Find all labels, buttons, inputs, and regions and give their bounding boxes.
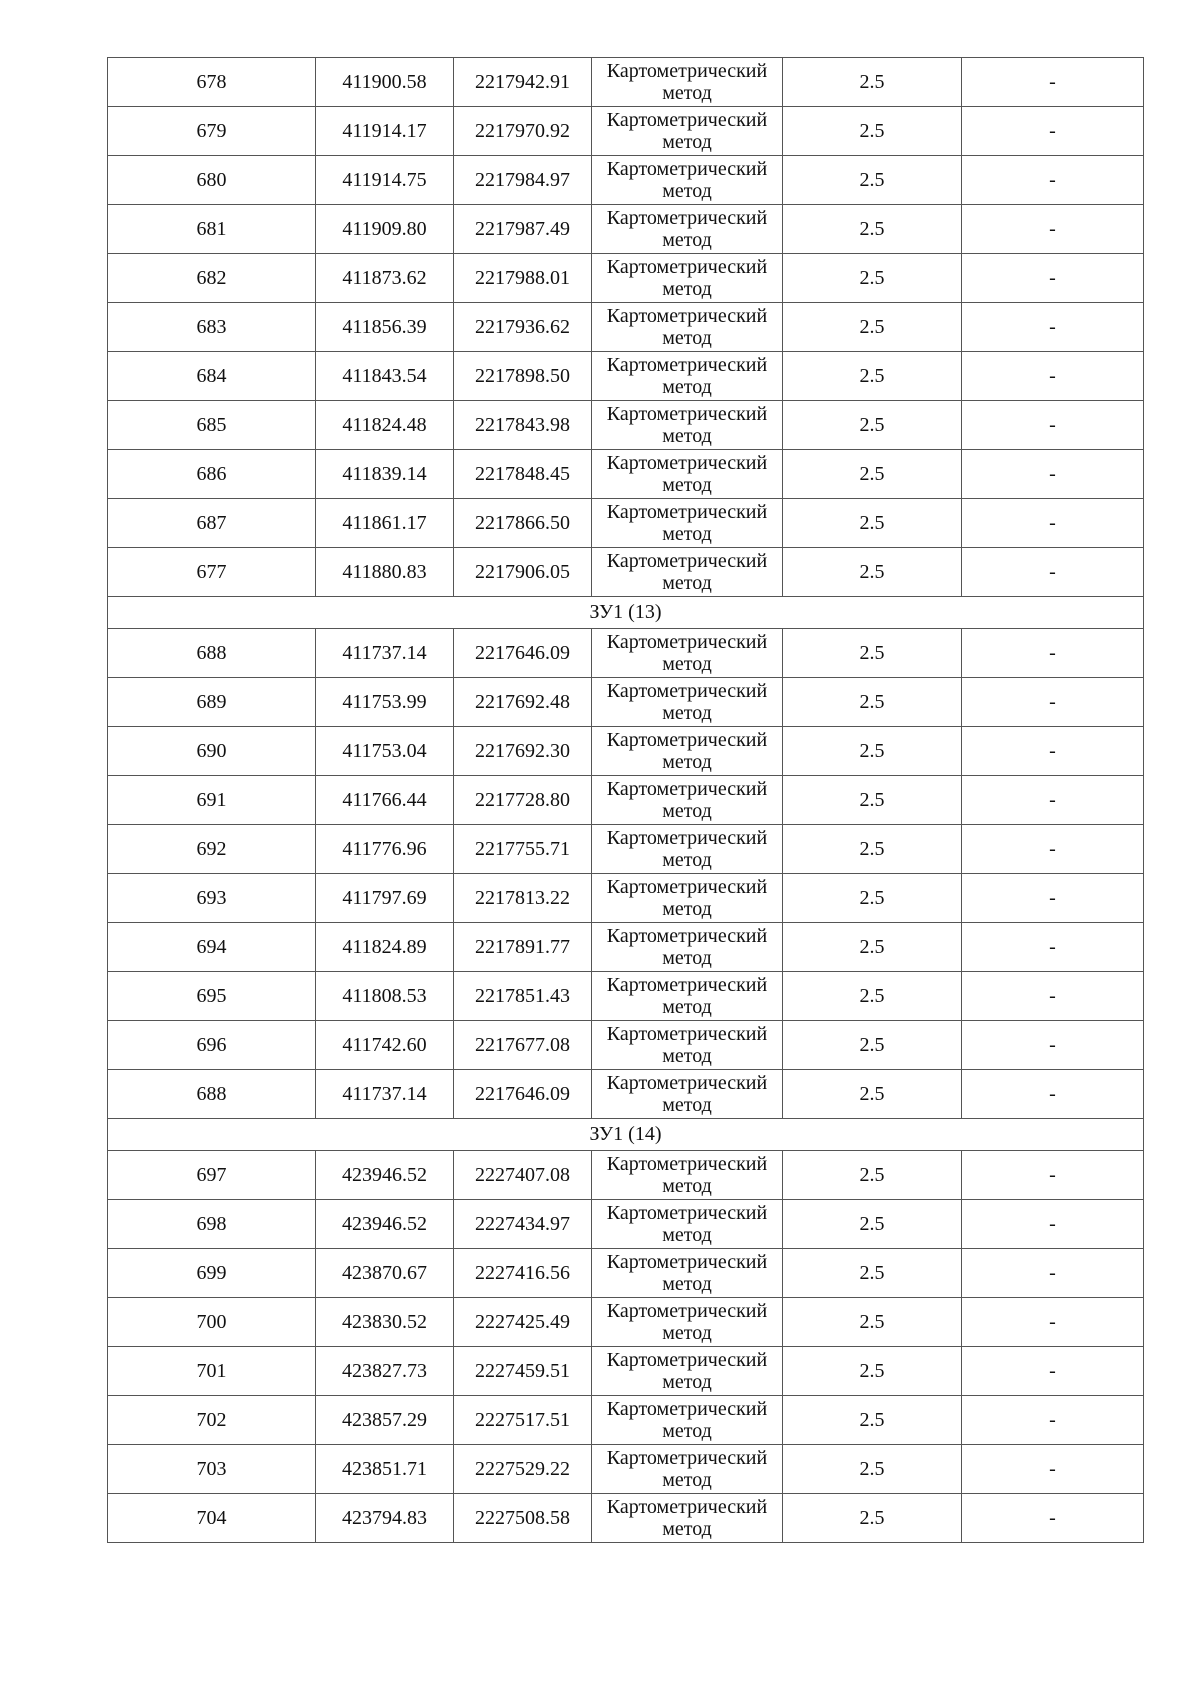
method-cell (592, 1347, 783, 1396)
table-row (108, 1249, 1144, 1298)
point-number: 685 (108, 401, 316, 450)
method-line-2: метод (662, 1371, 712, 1393)
coord-x: 411824.48 (316, 401, 454, 450)
coord-y: 2217891.77 (454, 923, 592, 972)
point-number: 684 (108, 352, 316, 401)
table-row (108, 352, 1144, 401)
coord-y: 2217987.49 (454, 205, 592, 254)
accuracy-value: 2.5 (783, 1396, 962, 1445)
method-line-1: Картометрический (606, 501, 768, 523)
coord-x: 411900.58 (316, 58, 454, 107)
point-number: 699 (108, 1249, 316, 1298)
coord-y: 2217728.80 (454, 776, 592, 825)
point-number: 698 (108, 1200, 316, 1249)
coord-x: 423870.67 (316, 1249, 454, 1298)
coord-y: 2227508.58 (454, 1494, 592, 1543)
method-cell (592, 58, 783, 107)
accuracy-value: 2.5 (783, 1200, 962, 1249)
method-line-2: метод (662, 523, 712, 545)
table-row (108, 1070, 1144, 1119)
note-value: - (962, 499, 1144, 548)
method-line-2: метод (662, 327, 712, 349)
method-line-2: метод (662, 1469, 712, 1491)
point-number: 700 (108, 1298, 316, 1347)
note-value: - (962, 548, 1144, 597)
method-line-1: Картометрический (606, 827, 768, 849)
accuracy-value: 2.5 (783, 352, 962, 401)
coord-y: 2217646.09 (454, 629, 592, 678)
table-row (108, 107, 1144, 156)
note-value: - (962, 58, 1144, 107)
table-row (108, 727, 1144, 776)
coord-x: 411856.39 (316, 303, 454, 352)
coord-x: 423851.71 (316, 1445, 454, 1494)
coordinates-table-body (108, 58, 1144, 1543)
method-line-1: Картометрический (606, 925, 768, 947)
section-header-row (108, 1119, 1144, 1151)
coord-x: 411914.75 (316, 156, 454, 205)
coord-x: 411797.69 (316, 874, 454, 923)
coord-x: 423946.52 (316, 1200, 454, 1249)
note-value: - (962, 825, 1144, 874)
coordinates-table (107, 57, 1144, 1543)
method-line-1: Картометрический (606, 1496, 768, 1518)
method-line-1: Картометрический (606, 974, 768, 996)
point-number: 703 (108, 1445, 316, 1494)
table-row (108, 156, 1144, 205)
accuracy-value: 2.5 (783, 678, 962, 727)
note-value: - (962, 923, 1144, 972)
method-line-1: Картометрический (606, 1023, 768, 1045)
method-line-2: метод (662, 898, 712, 920)
method-cell (592, 776, 783, 825)
method-line-2: метод (662, 474, 712, 496)
table-row (108, 1200, 1144, 1249)
method-line-2: метод (662, 849, 712, 871)
point-number: 686 (108, 450, 316, 499)
method-line-2: метод (662, 1322, 712, 1344)
note-value: - (962, 352, 1144, 401)
point-number: 681 (108, 205, 316, 254)
note-value: - (962, 205, 1144, 254)
method-cell (592, 1200, 783, 1249)
point-number: 679 (108, 107, 316, 156)
table-row (108, 1396, 1144, 1445)
method-cell (592, 1298, 783, 1347)
note-value: - (962, 1249, 1144, 1298)
section-label: ЗУ1 (14) (108, 1119, 1144, 1151)
table-row (108, 972, 1144, 1021)
table-row (108, 303, 1144, 352)
table-row (108, 678, 1144, 727)
coord-x: 411776.96 (316, 825, 454, 874)
coord-y: 2217843.98 (454, 401, 592, 450)
table-row (108, 1298, 1144, 1347)
table-row (108, 1445, 1144, 1494)
method-line-2: метод (662, 1518, 712, 1540)
section-header-row (108, 597, 1144, 629)
method-line-2: метод (662, 1045, 712, 1067)
note-value: - (962, 776, 1144, 825)
point-number: 682 (108, 254, 316, 303)
coord-x: 411808.53 (316, 972, 454, 1021)
method-cell (592, 727, 783, 776)
method-line-2: метод (662, 702, 712, 724)
point-number: 697 (108, 1151, 316, 1200)
coord-y: 2227459.51 (454, 1347, 592, 1396)
coord-y: 2227407.08 (454, 1151, 592, 1200)
table-row (108, 874, 1144, 923)
accuracy-value: 2.5 (783, 1445, 962, 1494)
coord-x: 423794.83 (316, 1494, 454, 1543)
accuracy-value: 2.5 (783, 303, 962, 352)
note-value: - (962, 727, 1144, 776)
coord-y: 2227517.51 (454, 1396, 592, 1445)
coord-x: 411909.80 (316, 205, 454, 254)
method-line-1: Картометрический (606, 354, 768, 376)
coord-x: 411737.14 (316, 1070, 454, 1119)
accuracy-value: 2.5 (783, 727, 962, 776)
coord-y: 2217984.97 (454, 156, 592, 205)
accuracy-value: 2.5 (783, 58, 962, 107)
table-row (108, 58, 1144, 107)
coord-x: 411742.60 (316, 1021, 454, 1070)
table-row (108, 450, 1144, 499)
accuracy-value: 2.5 (783, 1347, 962, 1396)
method-line-1: Картометрический (606, 550, 768, 572)
method-line-2: метод (662, 425, 712, 447)
coord-y: 2227529.22 (454, 1445, 592, 1494)
accuracy-value: 2.5 (783, 629, 962, 678)
section-label: ЗУ1 (13) (108, 597, 1144, 629)
note-value: - (962, 1200, 1144, 1249)
point-number: 693 (108, 874, 316, 923)
accuracy-value: 2.5 (783, 156, 962, 205)
point-number: 694 (108, 923, 316, 972)
note-value: - (962, 1070, 1144, 1119)
point-number: 695 (108, 972, 316, 1021)
accuracy-value: 2.5 (783, 825, 962, 874)
table-row (108, 923, 1144, 972)
coord-y: 2217898.50 (454, 352, 592, 401)
method-cell (592, 1070, 783, 1119)
method-line-2: метод (662, 947, 712, 969)
table-row (108, 401, 1144, 450)
point-number: 689 (108, 678, 316, 727)
method-line-1: Картометрический (606, 207, 768, 229)
method-line-2: метод (662, 131, 712, 153)
method-line-2: метод (662, 1420, 712, 1442)
accuracy-value: 2.5 (783, 1249, 962, 1298)
method-line-2: метод (662, 180, 712, 202)
coord-y: 2217851.43 (454, 972, 592, 1021)
method-line-1: Картометрический (606, 876, 768, 898)
method-line-1: Картометрический (606, 631, 768, 653)
table-row (108, 776, 1144, 825)
note-value: - (962, 1151, 1144, 1200)
note-value: - (962, 156, 1144, 205)
note-value: - (962, 401, 1144, 450)
method-line-1: Картометрический (606, 1300, 768, 1322)
method-line-2: метод (662, 278, 712, 300)
method-cell (592, 1151, 783, 1200)
method-line-2: метод (662, 800, 712, 822)
accuracy-value: 2.5 (783, 776, 962, 825)
coord-y: 2227425.49 (454, 1298, 592, 1347)
point-number: 701 (108, 1347, 316, 1396)
method-cell (592, 205, 783, 254)
point-number: 702 (108, 1396, 316, 1445)
table-row (108, 1151, 1144, 1200)
method-cell (592, 303, 783, 352)
method-cell (592, 107, 783, 156)
accuracy-value: 2.5 (783, 1021, 962, 1070)
point-number: 688 (108, 629, 316, 678)
method-cell (592, 254, 783, 303)
method-line-1: Картометрический (606, 1251, 768, 1273)
coord-y: 2217988.01 (454, 254, 592, 303)
coord-x: 411753.04 (316, 727, 454, 776)
accuracy-value: 2.5 (783, 401, 962, 450)
accuracy-value: 2.5 (783, 1151, 962, 1200)
accuracy-value: 2.5 (783, 205, 962, 254)
accuracy-value: 2.5 (783, 874, 962, 923)
method-cell (592, 548, 783, 597)
method-line-1: Картометрический (606, 60, 768, 82)
point-number: 688 (108, 1070, 316, 1119)
coord-y: 2217692.30 (454, 727, 592, 776)
table-row (108, 1347, 1144, 1396)
point-number: 678 (108, 58, 316, 107)
coord-x: 411753.99 (316, 678, 454, 727)
table-row (108, 205, 1144, 254)
note-value: - (962, 1494, 1144, 1543)
coord-x: 411861.17 (316, 499, 454, 548)
coord-x: 411824.89 (316, 923, 454, 972)
method-line-1: Картометрический (606, 1072, 768, 1094)
method-cell (592, 352, 783, 401)
note-value: - (962, 629, 1144, 678)
accuracy-value: 2.5 (783, 1494, 962, 1543)
method-cell (592, 450, 783, 499)
method-line-1: Картометрический (606, 1447, 768, 1469)
table-row (108, 548, 1144, 597)
note-value: - (962, 450, 1144, 499)
point-number: 704 (108, 1494, 316, 1543)
method-line-2: метод (662, 82, 712, 104)
method-line-2: метод (662, 1273, 712, 1295)
method-cell (592, 972, 783, 1021)
table-row (108, 629, 1144, 678)
table-row (108, 499, 1144, 548)
coord-y: 2217646.09 (454, 1070, 592, 1119)
point-number: 677 (108, 548, 316, 597)
coord-y: 2217936.62 (454, 303, 592, 352)
method-cell (592, 401, 783, 450)
method-line-2: метод (662, 572, 712, 594)
method-cell (592, 1249, 783, 1298)
coord-y: 2217755.71 (454, 825, 592, 874)
coord-y: 2217866.50 (454, 499, 592, 548)
coord-y: 2217970.92 (454, 107, 592, 156)
accuracy-value: 2.5 (783, 107, 962, 156)
accuracy-value: 2.5 (783, 1298, 962, 1347)
note-value: - (962, 874, 1144, 923)
note-value: - (962, 1396, 1144, 1445)
point-number: 696 (108, 1021, 316, 1070)
point-number: 683 (108, 303, 316, 352)
method-line-2: метод (662, 996, 712, 1018)
method-line-1: Картометрический (606, 305, 768, 327)
note-value: - (962, 1347, 1144, 1396)
coord-x: 411843.54 (316, 352, 454, 401)
note-value: - (962, 972, 1144, 1021)
coord-y: 2217906.05 (454, 548, 592, 597)
note-value: - (962, 254, 1144, 303)
point-number: 687 (108, 499, 316, 548)
note-value: - (962, 1021, 1144, 1070)
method-cell (592, 1021, 783, 1070)
coord-y: 2227434.97 (454, 1200, 592, 1249)
accuracy-value: 2.5 (783, 254, 962, 303)
method-cell (592, 629, 783, 678)
method-line-1: Картометрический (606, 1153, 768, 1175)
note-value: - (962, 1298, 1144, 1347)
note-value: - (962, 1445, 1144, 1494)
method-line-1: Картометрический (606, 158, 768, 180)
coord-y: 2217942.91 (454, 58, 592, 107)
method-cell (592, 499, 783, 548)
method-line-1: Картометрический (606, 109, 768, 131)
accuracy-value: 2.5 (783, 972, 962, 1021)
coord-y: 2217813.22 (454, 874, 592, 923)
note-value: - (962, 107, 1144, 156)
accuracy-value: 2.5 (783, 499, 962, 548)
coordinates-document (107, 57, 1143, 1543)
method-cell (592, 1494, 783, 1543)
coord-x: 411766.44 (316, 776, 454, 825)
coord-x: 423827.73 (316, 1347, 454, 1396)
method-line-1: Картометрический (606, 729, 768, 751)
accuracy-value: 2.5 (783, 1070, 962, 1119)
coord-x: 423830.52 (316, 1298, 454, 1347)
method-line-2: метод (662, 653, 712, 675)
method-line-2: метод (662, 1175, 712, 1197)
method-line-2: метод (662, 1094, 712, 1116)
method-cell (592, 1445, 783, 1494)
method-cell (592, 825, 783, 874)
method-line-2: метод (662, 1224, 712, 1246)
note-value: - (962, 678, 1144, 727)
coord-x: 411914.17 (316, 107, 454, 156)
coord-x: 423946.52 (316, 1151, 454, 1200)
method-cell (592, 156, 783, 205)
table-row (108, 1021, 1144, 1070)
accuracy-value: 2.5 (783, 923, 962, 972)
method-line-1: Картометрический (606, 778, 768, 800)
table-row (108, 254, 1144, 303)
point-number: 692 (108, 825, 316, 874)
table-row (108, 825, 1144, 874)
method-cell (592, 678, 783, 727)
method-line-1: Картометрический (606, 452, 768, 474)
method-line-1: Картометрический (606, 1398, 768, 1420)
point-number: 691 (108, 776, 316, 825)
coord-x: 423857.29 (316, 1396, 454, 1445)
coord-x: 411880.83 (316, 548, 454, 597)
coord-x: 411873.62 (316, 254, 454, 303)
coord-x: 411839.14 (316, 450, 454, 499)
method-cell (592, 874, 783, 923)
coord-x: 411737.14 (316, 629, 454, 678)
note-value: - (962, 303, 1144, 352)
method-cell (592, 1396, 783, 1445)
point-number: 690 (108, 727, 316, 776)
accuracy-value: 2.5 (783, 450, 962, 499)
method-line-2: метод (662, 376, 712, 398)
method-line-1: Картометрический (606, 403, 768, 425)
method-line-1: Картометрический (606, 256, 768, 278)
coord-y: 2217692.48 (454, 678, 592, 727)
accuracy-value: 2.5 (783, 548, 962, 597)
table-row (108, 1494, 1144, 1543)
method-line-1: Картометрический (606, 1202, 768, 1224)
point-number: 680 (108, 156, 316, 205)
method-line-1: Картометрический (606, 680, 768, 702)
method-line-2: метод (662, 751, 712, 773)
coord-y: 2217677.08 (454, 1021, 592, 1070)
method-line-1: Картометрический (606, 1349, 768, 1371)
coord-y: 2217848.45 (454, 450, 592, 499)
method-line-2: метод (662, 229, 712, 251)
coord-y: 2227416.56 (454, 1249, 592, 1298)
method-cell (592, 923, 783, 972)
